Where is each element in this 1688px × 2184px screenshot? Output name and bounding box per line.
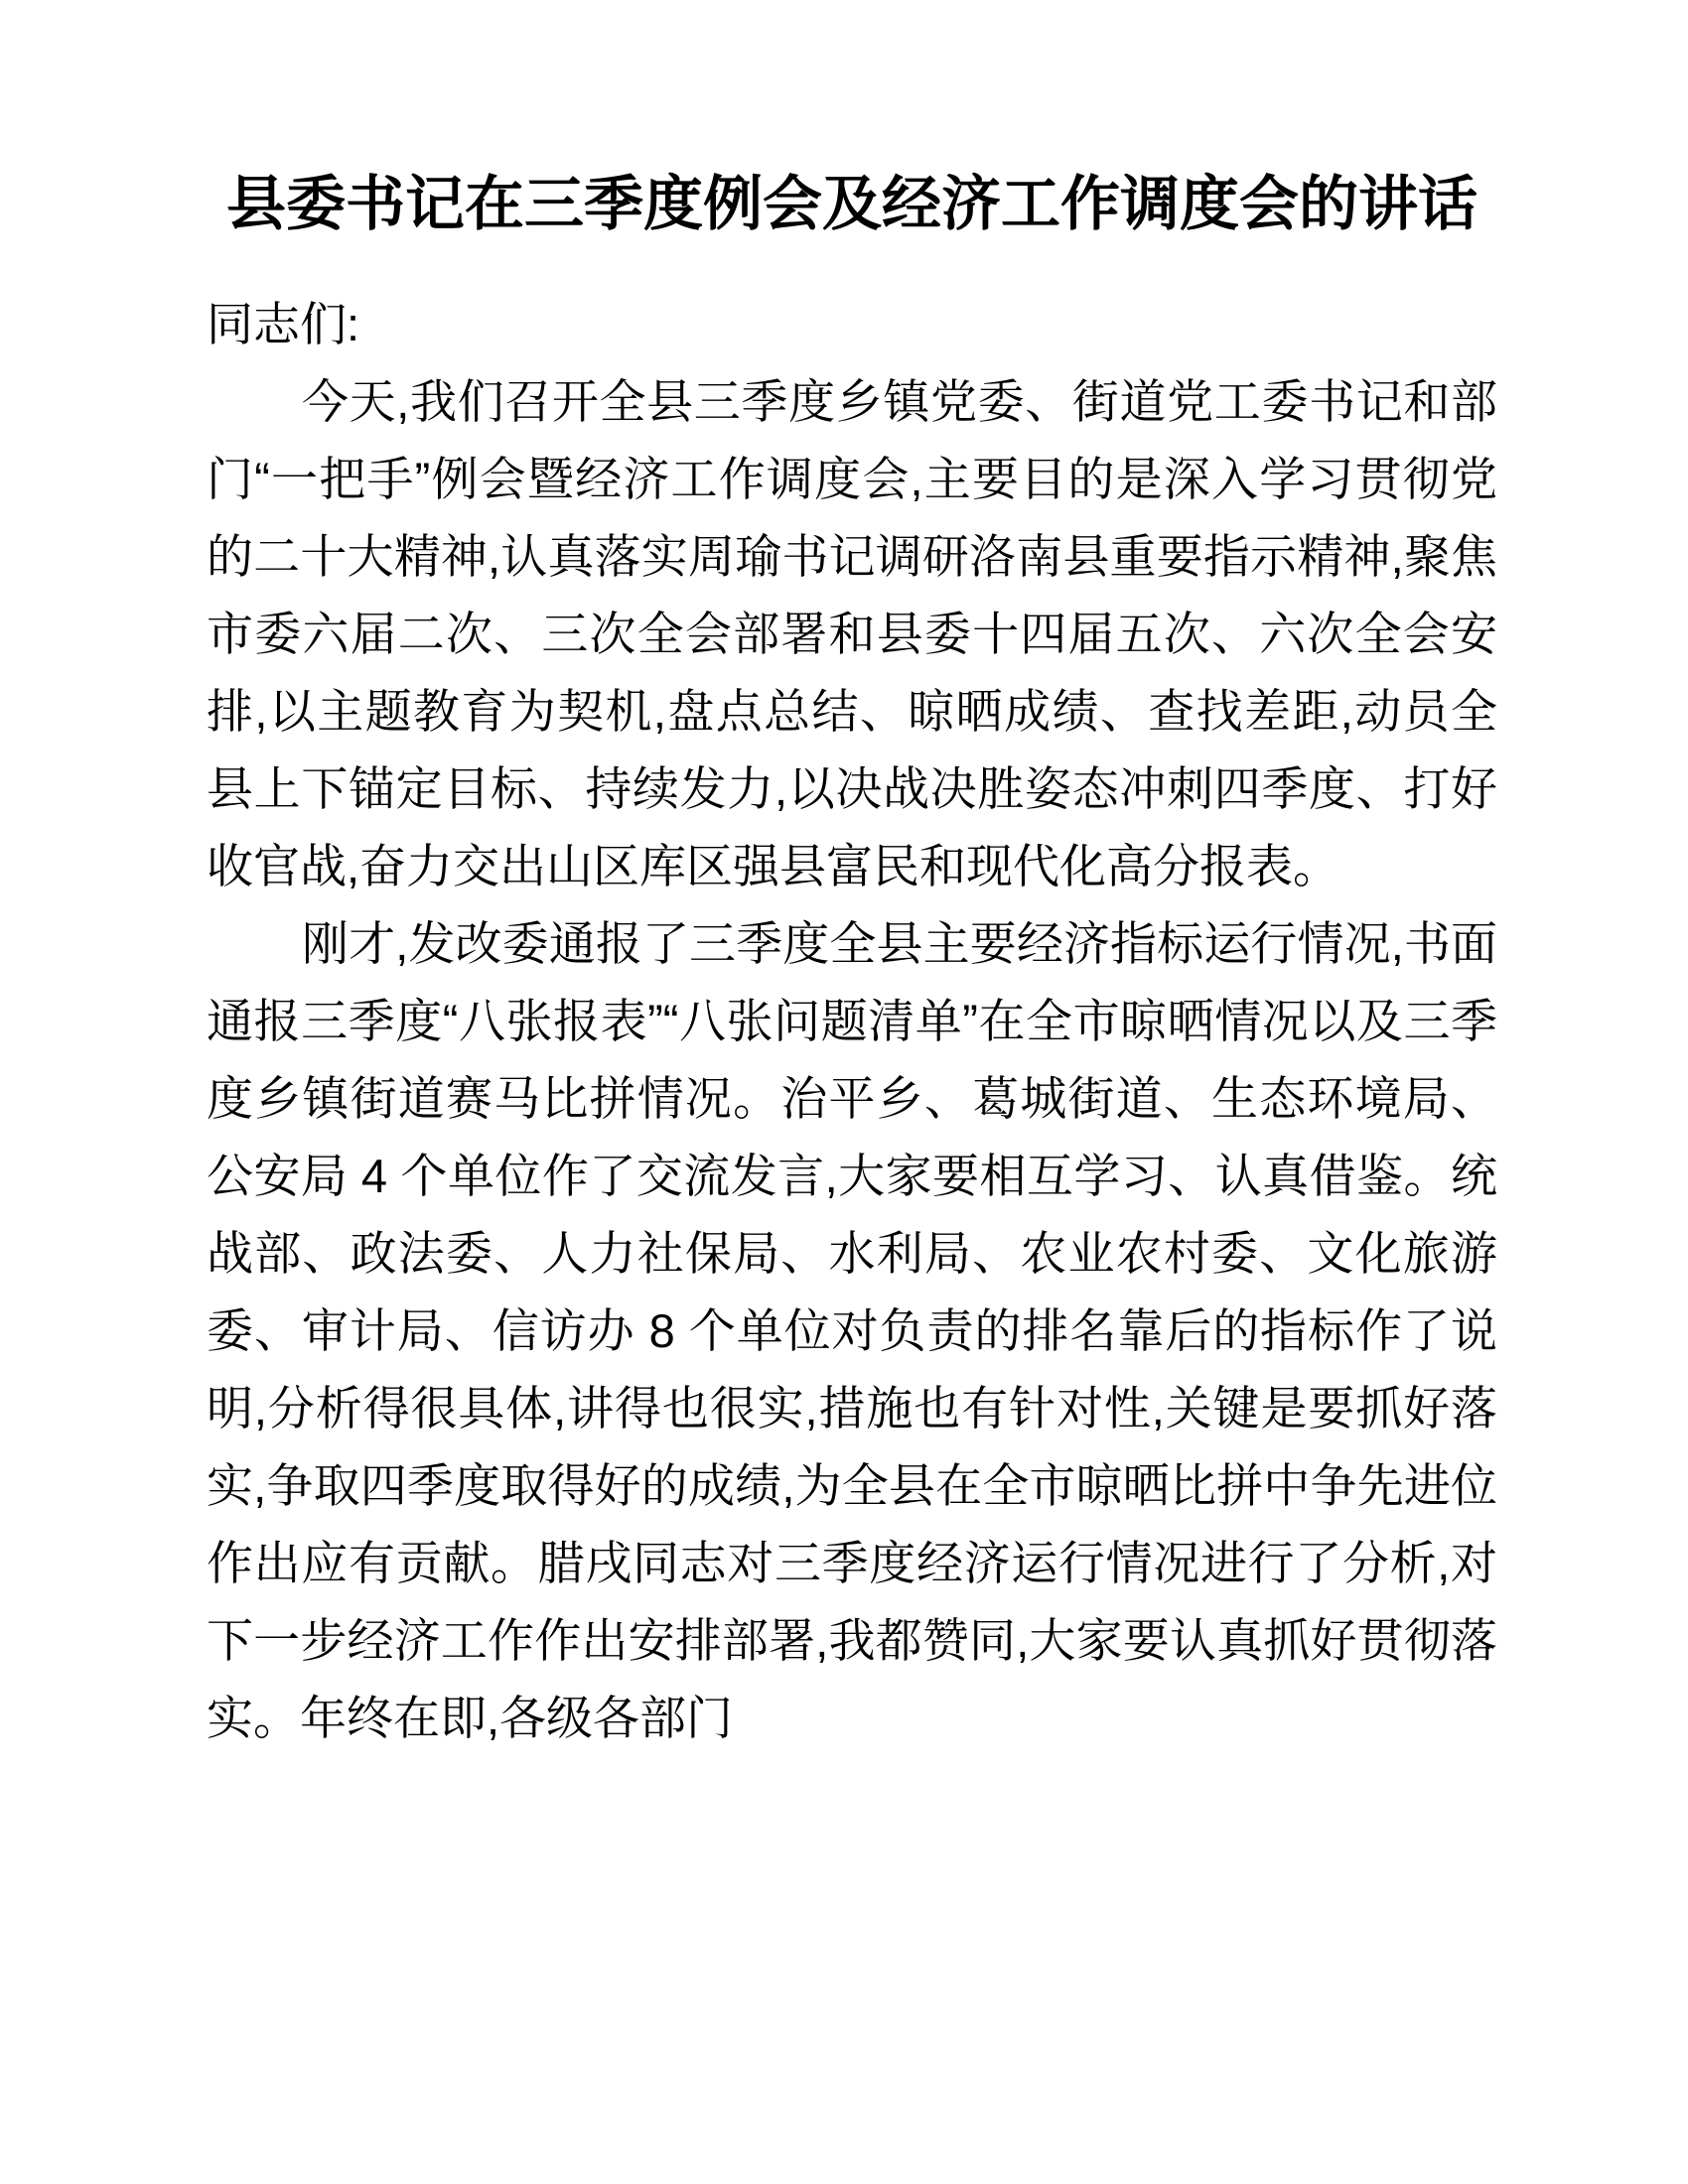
salutation: 同志们: — [207, 298, 360, 350]
document-body — [207, 0, 1497, 1757]
body-paragraph-2: 刚才,发改委通报了三季度全县主要经济指标运行情况,书面通报三季度“八张报表”“八张问题清单”在全市晾晒情况以及三季度乡镇街道赛马比拼情况。治平乡、葛城街道、生态环境局、公安局 4 个单位作了交流发言,大家要相互学习、认真借鉴。统战部、政法委、人力社保局、水利局、农业农村委、文化旅游委、审计局、信访办 8 个单位对负责的排名靠后的指标作了说明,分析得很具体,讲得也很实,措施也有针对性,关键是要抓好落实,争取四季度取得好的成绩,为全县在全市晾晒比拼中争先进位作出应有贡献。腊戌同志对三季度经济运行情况进行了分析,对下一步经济工作作出安排部署,我都赞同,大家要认真抓好贯彻落实。年终在即,各级各部门 — [207, 917, 1497, 1744]
page-title: 县委书记在三季度例会及经济工作调度会的讲话 — [226, 171, 1477, 237]
body-paragraph-1: 今天,我们召开全县三季度乡镇党委、街道党工委书记和部门“一把手”例会暨经济工作调度会,主要目的是深入学习贯彻党的二十大精神,认真落实周瑜书记调研洛南县重要指示精神,聚焦市委六届二次、三次全会部署和县委十四届五次、六次全会安排,以主题教育为契机,盘点总结、晾晒成绩、查找差距,动员全县上下锚定目标、持续发力,以决战决胜姿态冲刺四季度、打好收官战,奋力交出山区库区强县富民和现代化高分报表。 — [207, 375, 1497, 892]
